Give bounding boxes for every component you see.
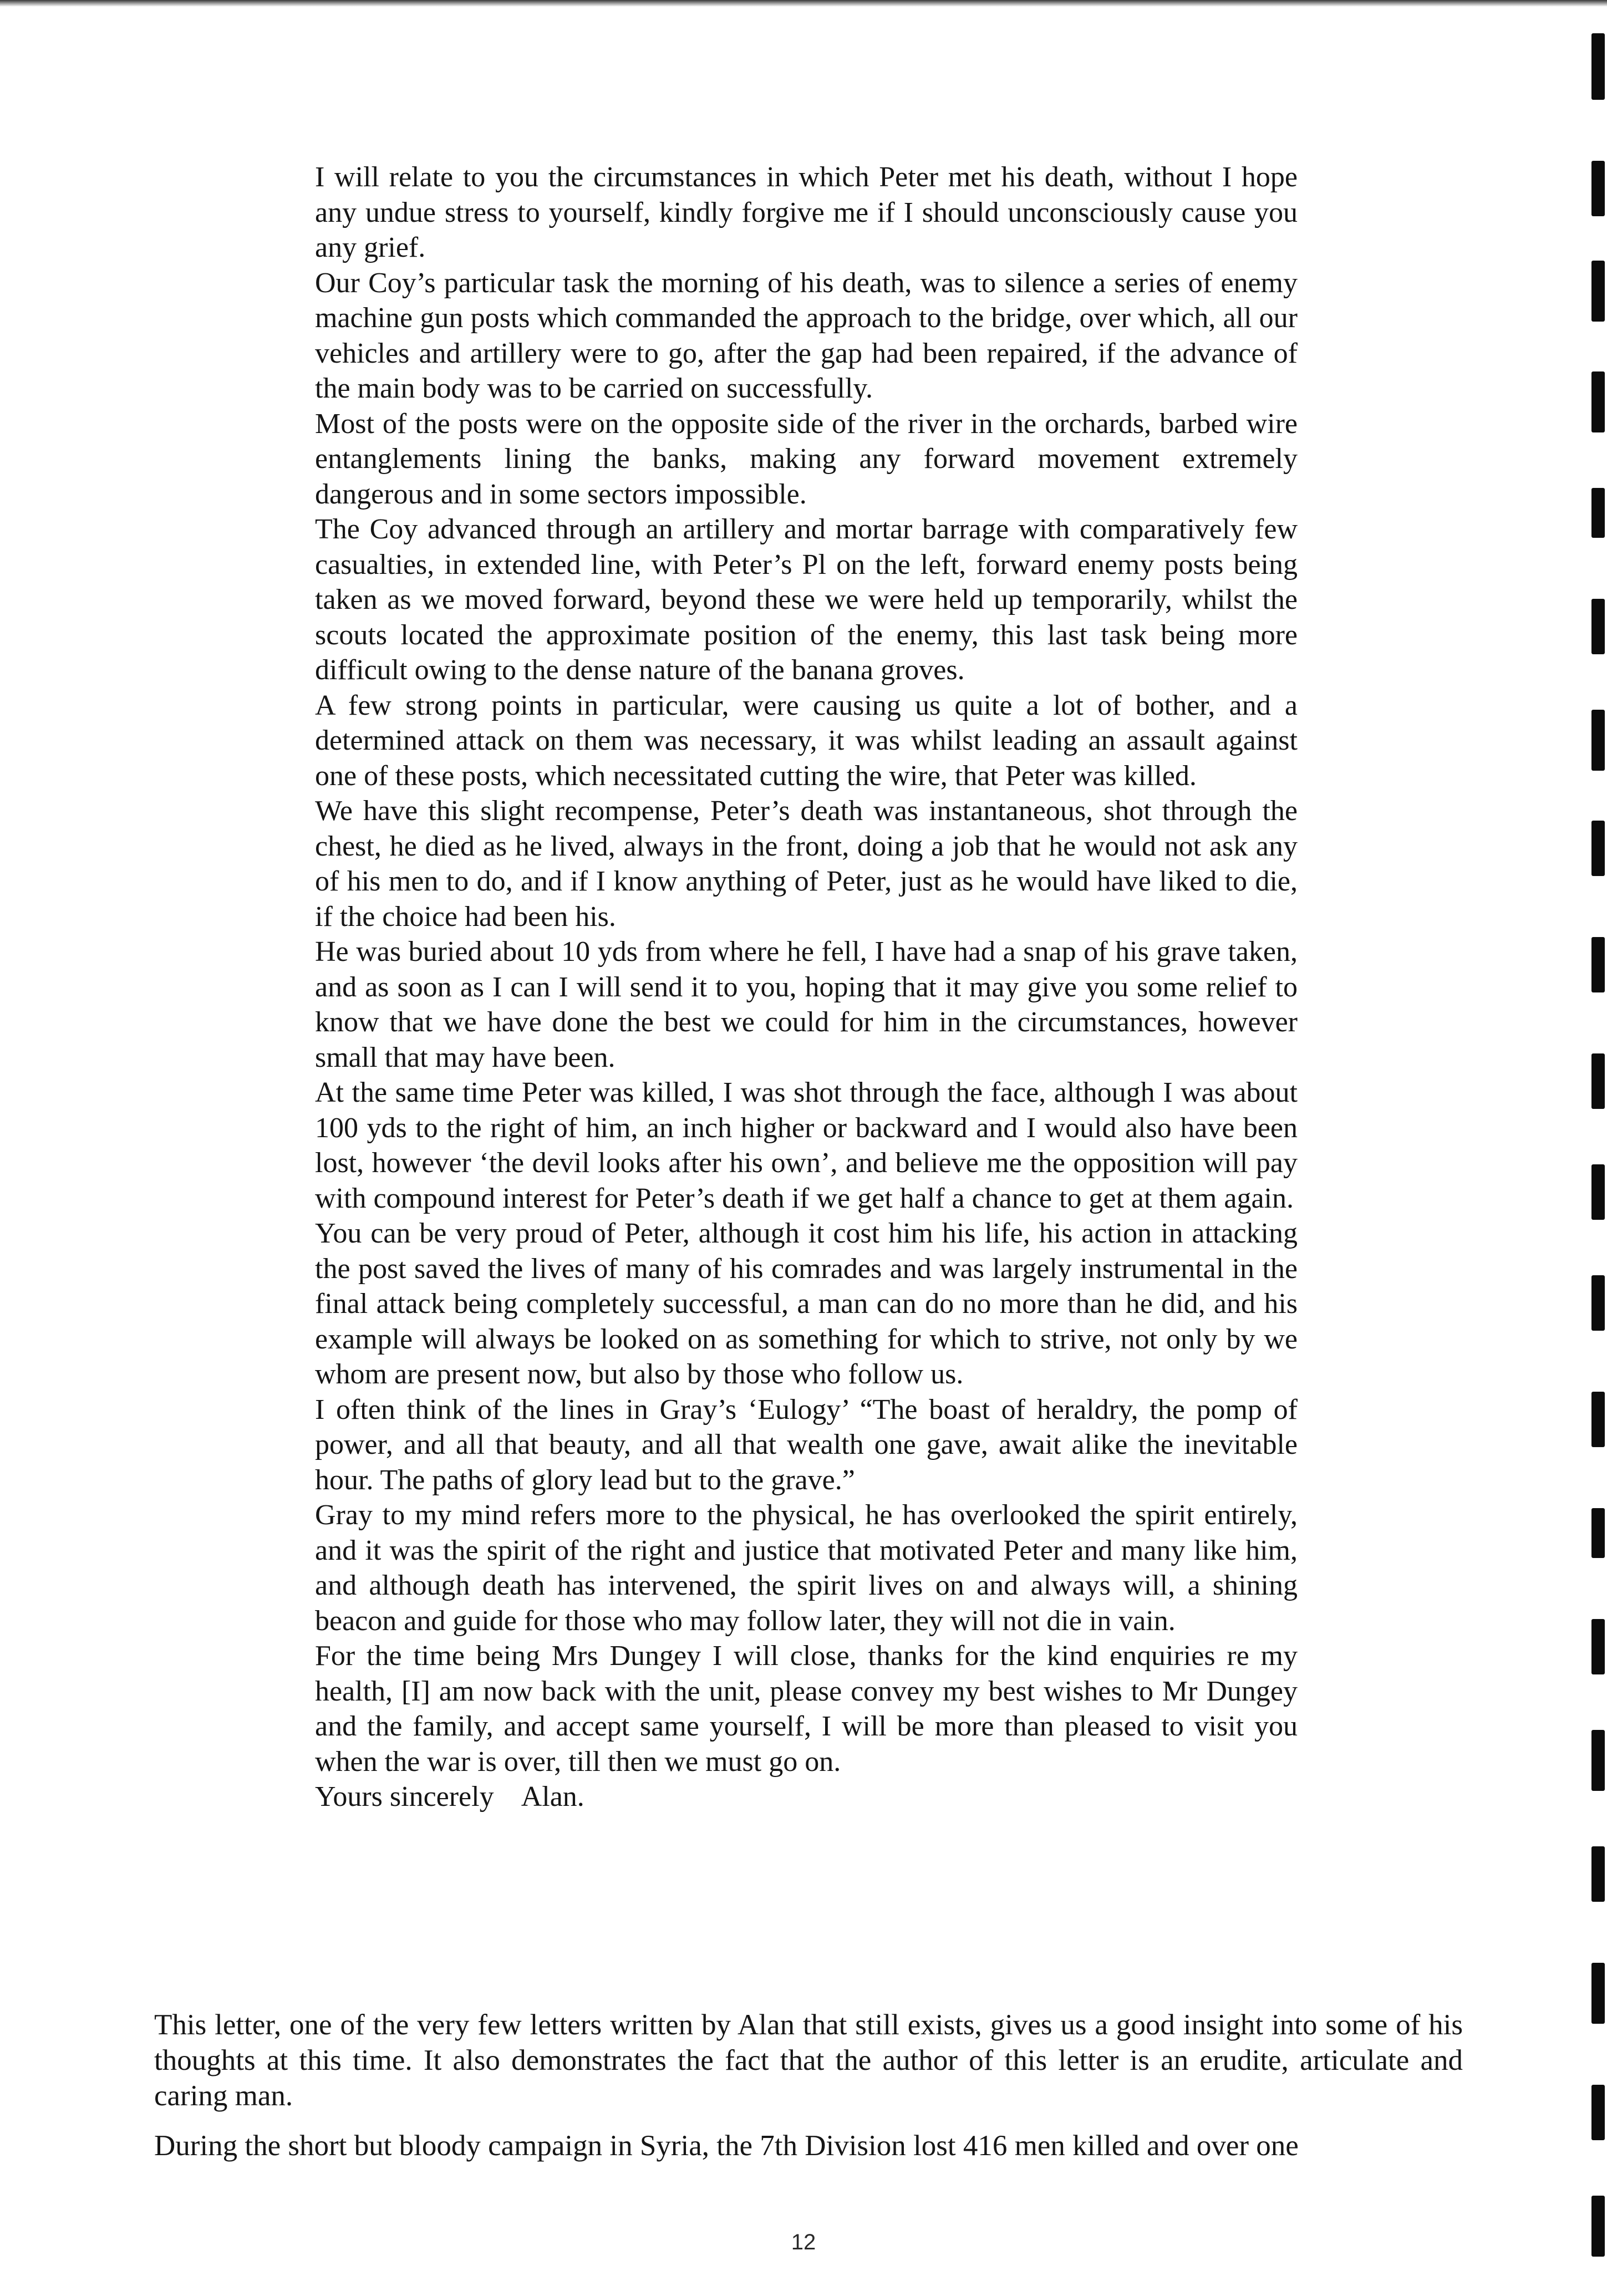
letter-paragraph: Our Coy’s particular task the morning of his death, was to silence a series of enemy machine gun posts which commanded the approach to the bridge, over which, all our vehicles and artillery were to go, after the gap had been repaired, if the advance of the main body was to be carried on successfully. [315,267,1298,404]
page-number: 12 [791,2230,816,2254]
letter-paragraph: I often think of the lines in Gray’s ‘Eulogy’ “The boast of heraldry, the pomp of power, and all that beauty, and all that wealth one gave, await alike the inevitable hour. The paths of glory lead but to the grave.” [315,1393,1298,1496]
letter-paragraph: Most of the posts were on the opposite side of the river in the orchards, barbed wire entanglements lining the banks, making any forward movement extremely dangerous and in some sectors impossible. [315,408,1298,510]
letter-paragraph: I will relate to you the circumstances in which Peter met his death, without I hope any undue stress to yourself, kindly forgive me if I should unconsciously cause you any grief. [315,161,1298,263]
commentary-text [154,2007,1463,2178]
commentary-paragraph: During the short but bloody campaign in Syria, the 7th Division lost 416 men killed and over one [154,2130,1299,2162]
page-top-edge [0,0,1607,7]
commentary-paragraph: This letter, one of the very few letters written by Alan that still exists, gives us a good insight into some of his thoughts at this time. It also demonstrates the fact that the author of this letter is an erudite, articulate and caring man. [154,2009,1463,2112]
letter-closing: Yours sincerely Alan. [315,1781,584,1813]
letter-paragraph: You can be very proud of Peter, although it cost him his life, his action in attacking the post saved the lives of many of his comrades and was largely instrumental in the final attack being completely successful, a man can do no more than he did, and his example will always be looked on as something for which to strive, not only by we whom are present now, but also by those who follow us. [315,1218,1298,1390]
letter-paragraph: A few strong points in particular, were causing us quite a lot of bother, and a determined attack on them was necessary, it was whilst leading an assault against one of these posts, which necessitated cutting the wire, that Peter was killed. [315,689,1298,792]
letter-paragraph: Gray to my mind refers more to the physical, he has overlooked the spirit entirely, and it was the spirit of the right and justice that motivated Peter and many like him, and although death has intervened, the spirit lives on and always will, a shining beacon and guide for those who may follow later, they will not die in vain. [315,1499,1298,1637]
letter-paragraph: At the same time Peter was killed, I was shot through the face, although I was about 100 yds to the right of him, an inch higher or backward and I would also have been lost, however ‘the devil looks after his own’, and believe me the opposition will pay with compound interest for Peter’s death if we get half a chance to get at them again. [315,1077,1298,1214]
letter-paragraph: He was buried about 10 yds from where he fell, I have had a snap of his grave taken, and as soon as I can I will send it to you, hoping that it may give you some relief to know that we have done the best we could for him in the circumstances, however small that may have been. [315,936,1298,1073]
letter-paragraph: The Coy advanced through an artillery and mortar barrage with comparatively few casualties, in extended line, with Peter’s Pl on the left, forward enemy posts being taken as we moved forward, beyond these we were held up temporarily, whilst the scouts located the approximate position of the enemy, this last task being more difficult owing to the dense nature of the banana groves. [315,513,1298,686]
letter-paragraph: For the time being Mrs Dungey I will close, thanks for the kind enquiries re my health, [I] am now back with the unit, please convey my best wishes to Mr Dungey and the family, and accept same yourself, I will be more than pleased to visit you when the war is over, till then we must go on. [315,1640,1298,1778]
letter-paragraph: We have this slight recompense, Peter’s death was instantaneous, shot through the chest, he died as he lived, always in the front, doing a job that he would not ask any of his men to do, and if I know anything of Peter, just as he would have liked to die, if the choice had been his. [315,795,1298,933]
binding-marks [1585,0,1607,2296]
letter-text [315,160,1298,1815]
